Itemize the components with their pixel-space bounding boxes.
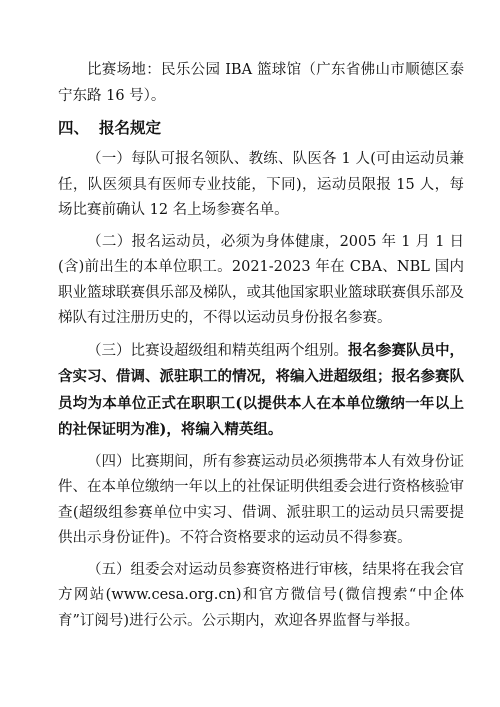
rule-item-1: （一）每队可报名领队、教练、队医各 1 人(可由运动员兼任，队医须具有医师专业技能，下同)，运动员限报 15 人，每场比赛前确认 12 名上场参赛名单。 xyxy=(58,151,464,218)
section-heading xyxy=(58,115,464,141)
rule-item-3 xyxy=(58,338,464,444)
rule-item-5: （五）组委会对运动员参赛资格进行审核，结果将在我会官方网站(www.cesa.org.cn)和官方微信号(微信搜索“中企体育”订阅号)进行公示。公示期内，欢迎各界监督与举报。 xyxy=(58,561,464,629)
rule-item-2: （二）报名运动员，必须为身体健康，2005 年 1 月 1 日(含)前出生的本单位职工。2021-2023 年在 CBA、NBL 国内职业篮球联赛俱乐部及梯队，或其他国家职业篮球联赛俱乐部及梯队有过注册历史的，不得以运动员身份报名参赛。 xyxy=(58,233,464,326)
section-number: 四、 xyxy=(58,118,90,137)
venue-paragraph: 比赛场地：民乐公园 IBA 篮球馆（广东省佛山市顺德区泰宁东路 16 号）。 xyxy=(58,62,464,104)
rule-item-4: （四）比赛期间，所有参赛运动员必须携带本人有效身份证件、在本单位缴纳一年以上的社保证明供组委会进行资格核验审查(超级组参赛单位中实习、借调、派驻职工的运动员只需要提供出示身份证件)。不符合资格要求的运动员不得参赛。 xyxy=(58,453,464,546)
rule-item-3-bold: 报名参赛队员中，含实习、借调、派驻职工的情况，将编入进超级组；报名参赛队员均为本单位正式在职职工(以提供本人在本单位缴纳一年以上的社保证明为准)，将编入精英组。 xyxy=(58,341,464,438)
rule-item-3-plain: （三）比赛设超级组和精英组两个组别。 xyxy=(87,342,348,359)
section-title: 报名规定 xyxy=(99,118,162,137)
